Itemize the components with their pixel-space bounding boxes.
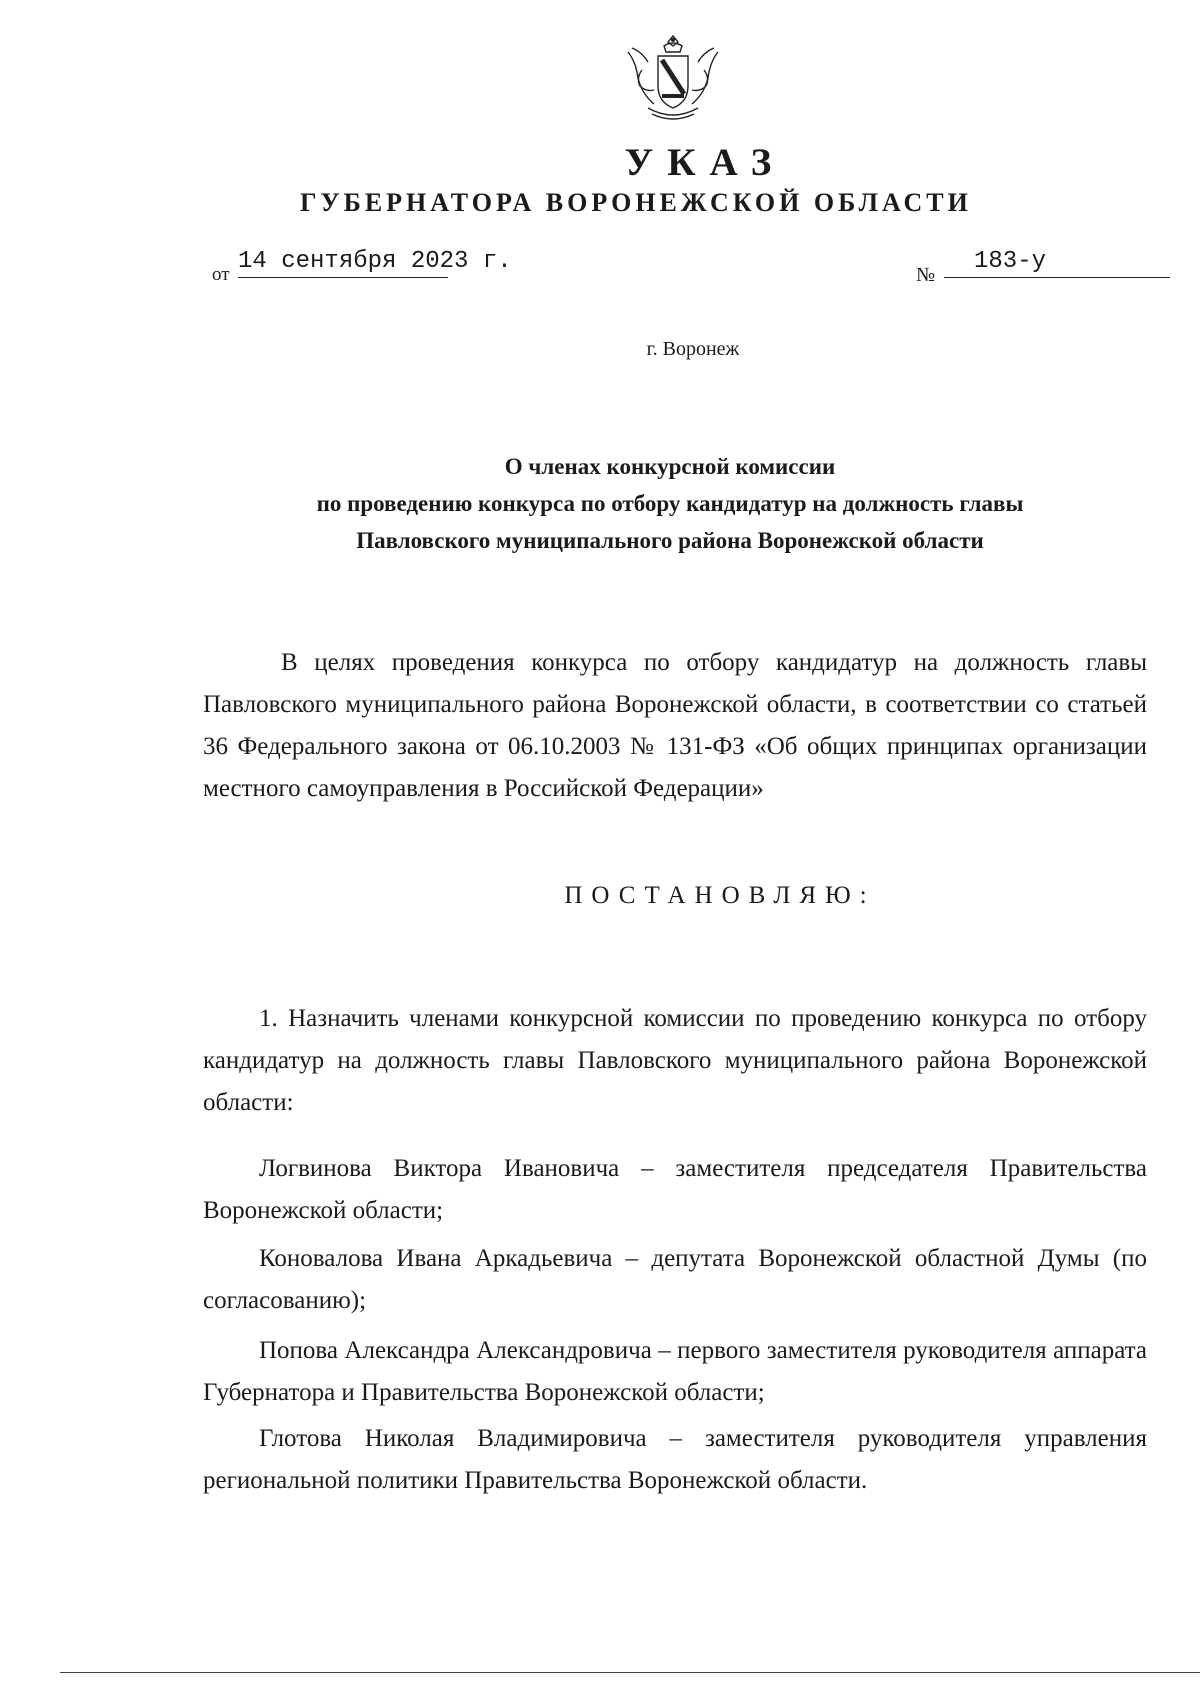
number-prefix: № xyxy=(916,264,936,286)
heading-line-2: по проведению конкурса по отбору кандидатур на должность главы xyxy=(316,491,1024,516)
member-item: Попова Александра Александровича – первого заместителя руководителя аппарата Губернатора и Правительства Воронежской области; xyxy=(203,1337,1147,1406)
document-type-title: УКАЗ xyxy=(624,141,786,184)
issuer-title: ГУБЕРНАТОРА ВОРОНЕЖСКОЙ ОБЛАСТИ xyxy=(300,188,972,217)
date-prefix: от xyxy=(212,264,230,285)
coat-of-arms-icon xyxy=(618,30,728,125)
item-1-paragraph: 1. Назначить членами конкурсной комиссии по проведению конкурса по отбору кандидатур на должность главы Павловского муниципального района Воронежской области: xyxy=(203,1005,1147,1116)
heading-line-1: О членах конкурсной комиссии xyxy=(504,454,836,479)
document-heading xyxy=(180,448,1100,559)
heading-line-3: Павловского муниципального района Воронежской области xyxy=(356,528,984,553)
preamble-paragraph: В целях проведения конкурса по отбору кандидатур на должность главы Павловского муниципального района Воронежской области, в соответствии со статьей 36 Федерального закона от 06.10.2003 № 131-ФЗ «Об общих принципах организации местного самоуправления в Российской Федерации» xyxy=(203,649,1147,802)
date-value: 14 сентября 2023 г. xyxy=(238,248,448,278)
page-bottom-divider xyxy=(60,1672,1200,1673)
city-label: г. Воронеж xyxy=(646,338,740,360)
member-item: Коновалова Ивана Аркадьевича – депутата Воронежской областной Думы (по согласованию); xyxy=(203,1245,1147,1314)
member-item: Логвинова Виктора Ивановича – заместителя председателя Правительства Воронежской области; xyxy=(203,1155,1147,1224)
number-value: 183-у xyxy=(944,248,1170,278)
decree-word: ПОСТАНОВЛЯЮ: xyxy=(564,882,876,909)
member-item: Глотова Николая Владимировича – заместителя руководителя управления региональной политики Правительства Воронежской области. xyxy=(203,1425,1147,1494)
